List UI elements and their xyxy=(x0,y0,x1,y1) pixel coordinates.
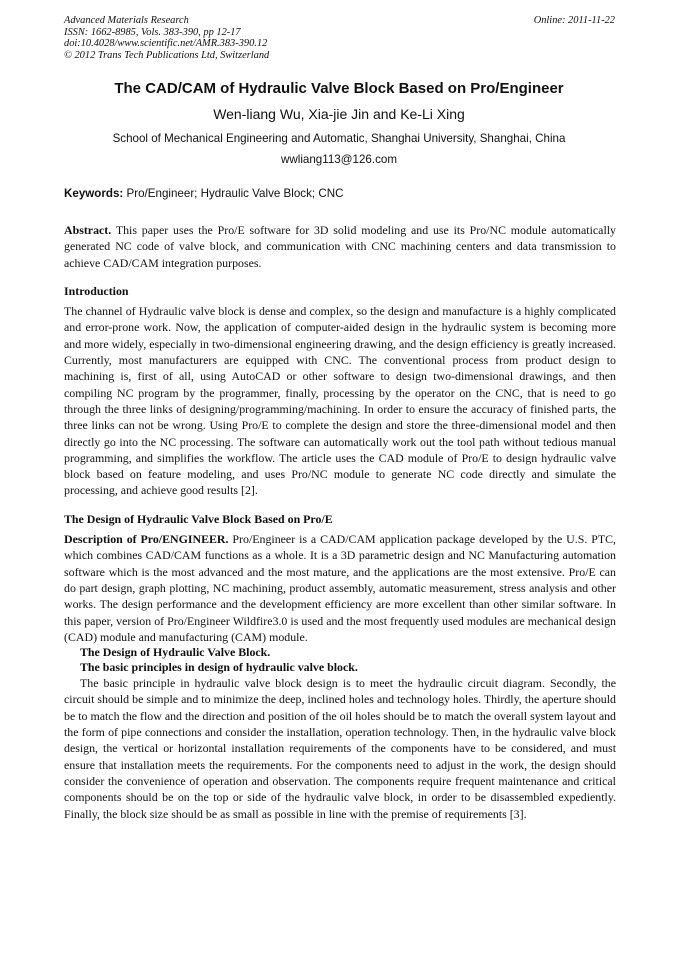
paper-authors: Wen-liang Wu, Xia-jie Jin and Ke-Li Xing xyxy=(213,106,465,122)
description-label: Description of Pro/ENGINEER. xyxy=(64,532,229,547)
paper-body xyxy=(64,222,616,822)
doi-line: doi:10.4028/www.scientific.net/AMR.383-390.12 xyxy=(64,38,268,49)
paper-title: The CAD/CAM of Hydraulic Valve Block Based on Pro/Engineer xyxy=(114,80,564,97)
abstract-text: This paper uses the Pro/E software for 3D solid modeling and use its Pro/NC module automatically generated NC code of valve block, and communication with CNC machining centers and data transmission to achieve CAD/CAM integration purposes. xyxy=(64,223,616,270)
abstract-paragraph xyxy=(64,222,616,271)
design-section-heading: The Design of Hydraulic Valve Block Based on Pro/E xyxy=(64,511,333,526)
subsection-design-heading: The Design of Hydraulic Valve Block. xyxy=(80,645,271,660)
description-paragraph xyxy=(64,531,616,645)
issn-line: ISSN: 1662-8985, Vols. 383-390, pp 12-17 xyxy=(64,26,241,38)
introduction-text: The channel of Hydraulic valve block is dense and complex, so the design and manufacture is a highly complicated and error-prone work. Now, the application of computer-aided design in the hydraulic system is becoming more and more widely, especially in two-dimensional engineering drawing, and the design efficiency is greatly increased. Currently, most manufacturers are equipped with CNC. The conventional process from product design to machining is, first of all, using AutoCAD or other software to design two-dimensional drawings, and then compiling NC program by the programmer, finally, processing by the operator on the CNC, that is need to go through the three links of designing/programming/machining. In order to ensure the accuracy of finished parts, the three links can not be wrong. Using Pro/E to complete the design and store the three-dimensional model and then directly go into the NC processing. The software can automatically work out the tool path without tedious manual programming, and simplifies the workflow. The article uses the CAD module of Pro/E to design hydraulic valve block based on feature modeling, and uses Pro/NC module to generate NC code directly and simulate the processing, and achieve good results [2]. xyxy=(64,304,616,498)
keywords-text: Pro/Engineer; Hydraulic Valve Block; CNC xyxy=(126,187,344,200)
online-date: Online: 2011-11-22 xyxy=(533,15,615,26)
description-text: Pro/Engineer is a CAD/CAM application package developed by the U.S. PTC, which combines CAD/CAM functions as a whole. It is a 3D parametric design and NC Manufacturing automation software which is the most advanced and the most mature, and the applications are the most extensive. Pro/E can do part design, graph plotting, NC machining, product assembly, automatic measurement, stress analysis and other works. The design performance and the development efficiency are more excellent than other similar software. In this paper, version of Pro/Engineer Wildfire3.0 is used and the most frequently used modules are mechanical design (CAD) module and manufacturing (CAM) module. xyxy=(64,532,616,644)
subsection-principles-heading: The basic principles in design of hydraulic valve block. xyxy=(80,660,358,675)
journal-name: Advanced Materials Research xyxy=(64,15,189,26)
affiliation: School of Mechanical Engineering and Automatic, Shanghai University, Shanghai, China xyxy=(112,132,566,145)
introduction-heading: Introduction xyxy=(64,283,129,298)
copyright-line: © 2012 Trans Tech Publications Ltd, Switzerland xyxy=(64,49,270,61)
journal-header xyxy=(64,15,269,61)
abstract-label: Abstract. xyxy=(64,223,112,237)
principles-text: The basic principle in hydraulic valve block design is to meet the hydraulic circuit diagram. Secondly, the circuit should be simple and to minimize the deep, inclined holes and technology holes. Thirdly, the aperture should be to match the flow and the direction and position of the oil holes should be to match the overall system layout and the form of pipe connections and consider the installation, operation technology. Then, in the hydraulic valve block design, the vertical or horizontal installation requirements of the components have to be considered, and must ensure that installation meets the requirements. For the components need to adjust in the work, the design should consider the convenience of operation and observation. The components require frequent maintenance and critical components should be on the top or side of the hydraulic valve block, in order to be disassembled expediently. Finally, the block size should be as small as possible in line with the premise of requirements [3]. xyxy=(64,676,616,821)
keywords xyxy=(64,187,616,200)
email: wwliang113@126.com xyxy=(281,153,397,166)
keywords-label: Keywords: xyxy=(64,187,124,200)
